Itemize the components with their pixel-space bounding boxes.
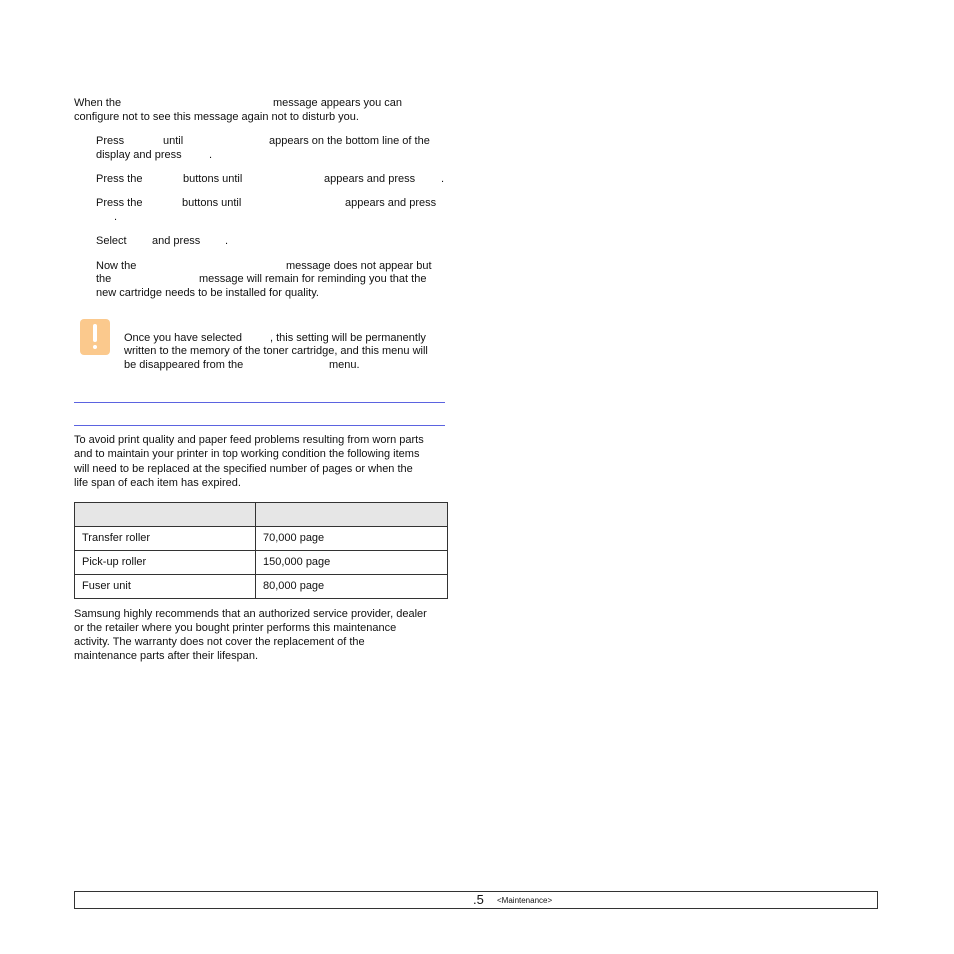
parts-intro-line: life span of each item has expired. (74, 477, 241, 489)
part-yield: 80,000 page (256, 575, 448, 599)
section-label: <Maintenance> (497, 896, 553, 905)
step-text: message does not appear but (286, 260, 432, 272)
step-text: display and press (96, 149, 182, 161)
parts-intro-line: and to maintain your printer in top working condition the following items (74, 448, 420, 460)
step-text: Select (96, 235, 127, 247)
caution-text: menu. (329, 359, 360, 371)
intro-text: configure not to see this message again not to disturb you. (74, 111, 359, 123)
step-text: buttons until (183, 173, 243, 185)
page-footer (74, 891, 878, 909)
section-rule (74, 402, 445, 403)
section-rule (74, 425, 445, 426)
caution-text: written to the memory of the toner cartridge, and this menu will (124, 345, 428, 357)
parts-intro-line: will need to be replaced at the specified number of pages or when the (74, 463, 413, 475)
table-header-cell (75, 503, 256, 527)
step-text: appears and press (324, 173, 416, 185)
recommend-line: activity. The warranty does not cover the replacement of the (74, 636, 365, 648)
step-text: the (96, 273, 112, 285)
caution-icon (80, 319, 110, 355)
table-header-row (75, 503, 448, 527)
part-name: Transfer roller (75, 527, 256, 551)
recommend-line: maintenance parts after their lifespan. (74, 650, 259, 662)
intro-text: When the (74, 97, 122, 109)
step-text: Press the (96, 173, 143, 185)
caution-text: be disappeared from the (124, 359, 244, 371)
step-text: . (209, 149, 213, 161)
recommend-line: or the retailer where you bought printer performs this maintenance (74, 622, 397, 634)
maintenance-parts-table (74, 502, 448, 599)
step-text: . (441, 173, 445, 185)
part-name: Fuser unit (75, 575, 256, 599)
table-header-cell (256, 503, 448, 527)
step-text: and press (152, 235, 201, 247)
step-text: . (114, 211, 118, 223)
step-text: Now the (96, 260, 137, 272)
step-text: message will remain for reminding you that the (199, 273, 427, 285)
recommend-line: Samsung highly recommends that an authorized service provider, dealer (74, 608, 427, 620)
step-text: until (163, 135, 184, 147)
caution-text: Once you have selected (124, 332, 243, 344)
table-row (75, 575, 448, 599)
step-text: appears on the bottom line of the (269, 135, 430, 147)
parts-intro-line: To avoid print quality and paper feed problems resulting from worn parts (74, 434, 424, 446)
table-row (75, 551, 448, 575)
part-name: Pick-up roller (75, 551, 256, 575)
intro-text: message appears you can (273, 97, 403, 109)
step-text: Press (96, 135, 125, 147)
part-yield: 150,000 page (256, 551, 448, 575)
step-text: buttons until (182, 197, 242, 209)
part-yield: 70,000 page (256, 527, 448, 551)
table-row (75, 527, 448, 551)
caution-text: , this setting will be permanently (270, 332, 426, 344)
step-text: appears and press (345, 197, 437, 209)
step-text: new cartridge needs to be installed for quality. (96, 287, 319, 299)
step-text: . (225, 235, 229, 247)
step-text: Press the (96, 197, 143, 209)
page-number: .5 (473, 892, 484, 907)
